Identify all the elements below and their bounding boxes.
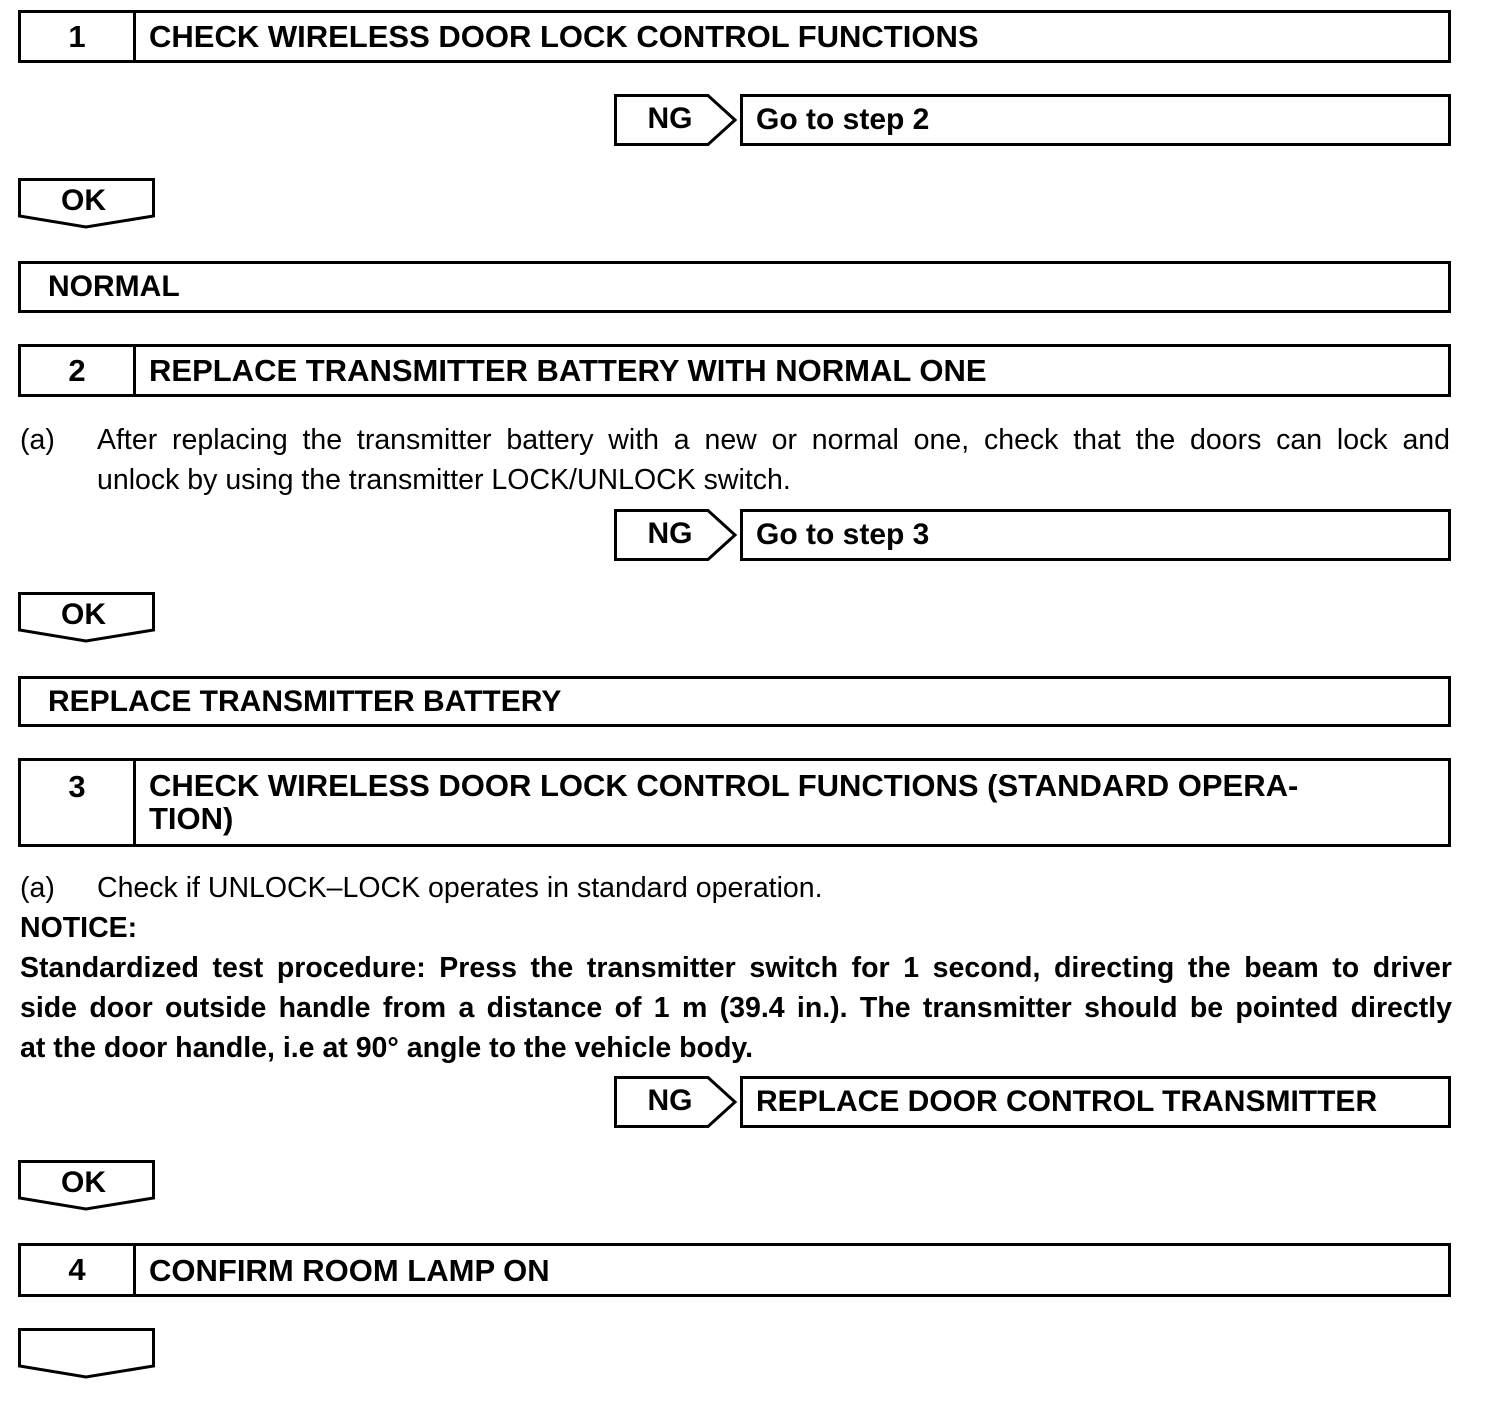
step-number: 1: [21, 13, 136, 60]
step-title-line: TION): [149, 801, 234, 836]
notice-text-line: Standardized test procedure: Press the transmitter switch for 1 second, directing the beam to driver: [20, 952, 1452, 984]
continue-arrow-icon: [18, 1328, 155, 1380]
ng-target-box: Go to step 3: [740, 509, 1451, 561]
result-box: REPLACE TRANSMITTER BATTERY: [18, 676, 1451, 727]
ng-target-box: Go to step 2: [740, 94, 1451, 146]
ok-label: OK: [61, 184, 106, 217]
step-title: CONFIRM ROOM LAMP ON: [149, 1252, 550, 1288]
step-title: REPLACE TRANSMITTER BATTERY WITH NORMAL ONE: [149, 353, 987, 388]
ok-label: OK: [61, 1166, 106, 1199]
step-3-header: [18, 758, 1451, 847]
ng-label: NG: [647, 102, 693, 135]
ng-label: NG: [647, 1084, 693, 1117]
instruction-marker: (a): [20, 872, 55, 904]
step-number: 3: [21, 761, 136, 844]
step-number: 4: [21, 1246, 136, 1294]
notice-heading: NOTICE:: [20, 912, 138, 944]
notice-text-line: side door outside handle from a distance of 1 m (39.4 in.). The transmitter should be pointed directly: [20, 992, 1452, 1024]
result-box: NORMAL: [18, 261, 1451, 313]
ng-label: NG: [647, 517, 693, 550]
instruction-text-line: Check if UNLOCK–LOCK operates in standard operation.: [97, 872, 823, 904]
ok-label: OK: [61, 598, 106, 631]
step-title: CHECK WIRELESS DOOR LOCK CONTROL FUNCTIONS: [149, 19, 979, 54]
ng-target-box: REPLACE DOOR CONTROL TRANSMITTER: [740, 1076, 1451, 1128]
step-4-header: [18, 1243, 1451, 1297]
step-title-line: CHECK WIRELESS DOOR LOCK CONTROL FUNCTIONS (STANDARD OPERA-: [149, 768, 1299, 803]
notice-text-line: at the door handle, i.e at 90° angle to the vehicle body.: [20, 1032, 754, 1064]
step-title: [136, 761, 1448, 844]
instruction-text-line: After replacing the transmitter battery with a new or normal one, check that the doors can lock and: [97, 424, 1450, 456]
step-number: 2: [21, 347, 136, 394]
instruction-text-line: unlock by using the transmitter LOCK/UNLOCK switch.: [97, 464, 791, 496]
instruction-marker: (a): [20, 424, 55, 456]
step-2-header: [18, 344, 1451, 397]
step-1-header: [18, 10, 1451, 63]
